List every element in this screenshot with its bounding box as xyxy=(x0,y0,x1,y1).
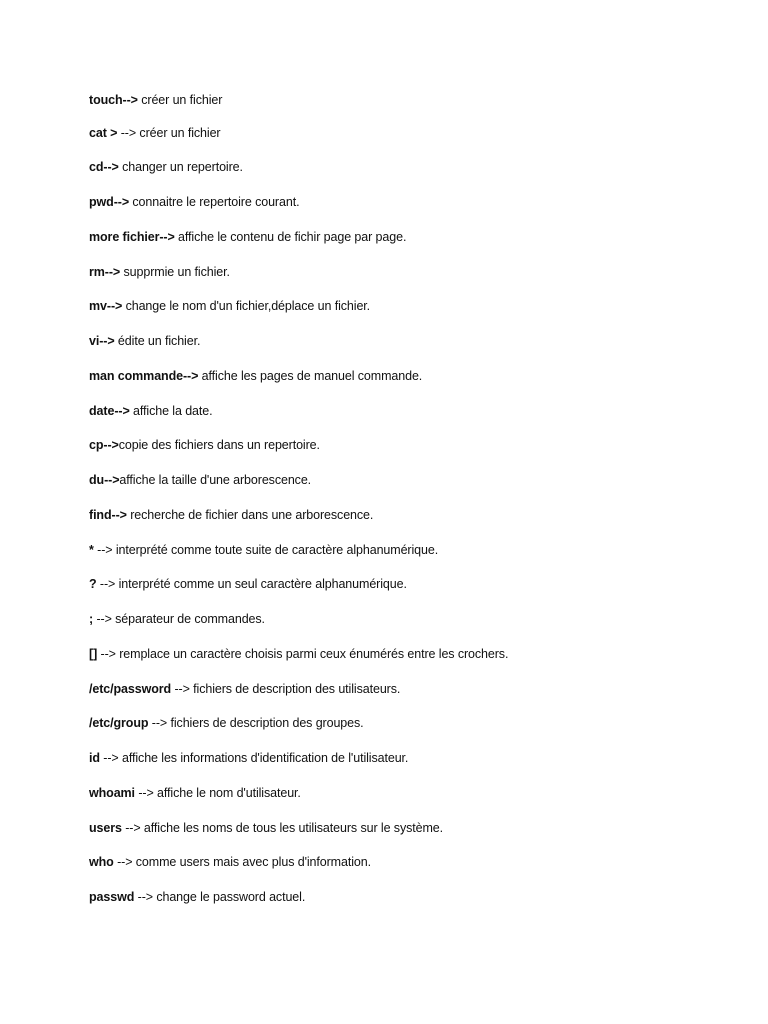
command-line xyxy=(89,785,729,820)
command-line xyxy=(89,437,729,472)
command-description: affiche le contenu de fichir page par page. xyxy=(174,229,407,244)
arrow-glyph: --> xyxy=(117,855,133,870)
command-line xyxy=(89,542,729,577)
arrow-glyph: --> xyxy=(104,264,121,279)
arrow-glyph: --> xyxy=(114,403,130,418)
command-line xyxy=(89,403,729,438)
command-description: interprété comme toute suite de caractère alphanumérique. xyxy=(112,542,439,557)
command-description: change le nom d'un fichier,déplace un fichier. xyxy=(122,299,371,314)
command-list xyxy=(89,92,729,924)
arrow-glyph: --> xyxy=(120,125,137,140)
arrow-glyph: --> xyxy=(113,195,130,209)
arrow-glyph: --> xyxy=(174,681,190,696)
arrow-glyph: --> xyxy=(159,229,175,244)
command-name: ; xyxy=(89,612,94,626)
command-description: affiche la taille d'une arborescence. xyxy=(119,473,312,487)
command-name: /etc/password xyxy=(89,681,172,696)
command-name: id xyxy=(89,751,100,765)
command-line xyxy=(89,507,729,542)
command-name: users xyxy=(89,820,122,835)
command-name: du xyxy=(89,473,105,487)
command-line xyxy=(89,159,729,194)
command-description: édite un fichier. xyxy=(114,334,201,348)
arrow-glyph: --> xyxy=(103,160,119,175)
command-description: séparateur de commandes. xyxy=(111,612,265,626)
command-name: vi xyxy=(89,334,100,348)
command-line xyxy=(89,681,729,716)
arrow-glyph: --> xyxy=(138,785,154,800)
command-description: change le password actuel. xyxy=(152,890,306,904)
command-description: créer un fichier xyxy=(137,93,223,107)
command-line xyxy=(89,298,729,333)
command-name: /etc/group xyxy=(89,716,149,731)
arrow-glyph: --> xyxy=(122,93,138,107)
command-description: affiche les pages de manuel commande. xyxy=(198,368,423,383)
arrow-glyph: --> xyxy=(103,438,119,453)
command-name: passwd xyxy=(89,890,135,904)
command-name: touch xyxy=(89,93,123,107)
arrow-glyph: --> xyxy=(100,646,116,661)
arrow-glyph: --> xyxy=(182,368,199,383)
command-name: ? xyxy=(89,577,97,592)
command-description: interprété comme un seul caractère alphanumérique. xyxy=(115,577,407,592)
command-description: changer un repertoire. xyxy=(118,160,243,175)
command-description: comme users mais avec plus d'information. xyxy=(132,855,371,870)
command-name: cat > xyxy=(89,125,118,140)
arrow-glyph: --> xyxy=(103,751,119,765)
arrow-glyph: --> xyxy=(96,612,112,626)
command-line xyxy=(89,750,729,785)
arrow-glyph: --> xyxy=(111,507,127,522)
command-line xyxy=(89,229,729,264)
arrow-glyph: --> xyxy=(99,334,115,348)
arrow-glyph: --> xyxy=(104,473,120,487)
arrow-glyph: --> xyxy=(97,542,113,557)
command-line xyxy=(89,333,729,368)
arrow-glyph: --> xyxy=(106,299,123,314)
arrow-glyph: --> xyxy=(137,890,153,904)
command-description: recherche de fichier dans une arborescence. xyxy=(126,507,374,522)
command-line xyxy=(89,646,729,681)
command-name: who xyxy=(89,855,114,870)
command-line xyxy=(89,194,729,229)
command-description: affiche les informations d'identification de l'utilisateur. xyxy=(118,751,409,765)
command-description: fichiers de description des utilisateurs. xyxy=(189,681,401,696)
command-description: fichiers de description des groupes. xyxy=(167,716,364,731)
command-line xyxy=(89,715,729,750)
command-name: find xyxy=(89,507,112,522)
command-description: copie des fichiers dans un repertoire. xyxy=(118,438,320,453)
command-name: more fichier xyxy=(89,229,160,244)
arrow-glyph: --> xyxy=(99,577,116,592)
arrow-glyph: --> xyxy=(151,716,168,731)
command-description: affiche le nom d'utilisateur. xyxy=(153,785,301,800)
command-line xyxy=(89,92,729,125)
command-name: man commande xyxy=(89,368,183,383)
command-description: affiche la date. xyxy=(129,403,213,418)
command-line xyxy=(89,368,729,403)
command-description: créer un fichier xyxy=(136,125,221,140)
command-line xyxy=(89,472,729,507)
command-line xyxy=(89,264,729,299)
command-line xyxy=(89,576,729,611)
command-line xyxy=(89,854,729,889)
command-description: affiche les noms de tous les utilisateurs sur le système. xyxy=(140,820,444,835)
command-description: remplace un caractère choisis parmi ceux énumérés entre les crochers. xyxy=(115,646,509,661)
command-line xyxy=(89,611,729,646)
command-line xyxy=(89,820,729,855)
command-description: connaitre le repertoire courant. xyxy=(129,195,300,209)
command-name: cd xyxy=(89,160,104,175)
command-name: mv xyxy=(89,299,107,314)
command-name: rm xyxy=(89,264,105,279)
command-name: cp xyxy=(89,438,104,453)
command-line xyxy=(89,125,729,160)
command-name: pwd xyxy=(89,195,114,209)
command-name: date xyxy=(89,403,115,418)
command-name: * xyxy=(89,542,94,557)
command-description: supprmie un fichier. xyxy=(120,264,230,279)
command-line xyxy=(89,889,729,924)
command-name: [] xyxy=(89,646,98,661)
arrow-glyph: --> xyxy=(125,820,141,835)
command-name: whoami xyxy=(89,785,135,800)
